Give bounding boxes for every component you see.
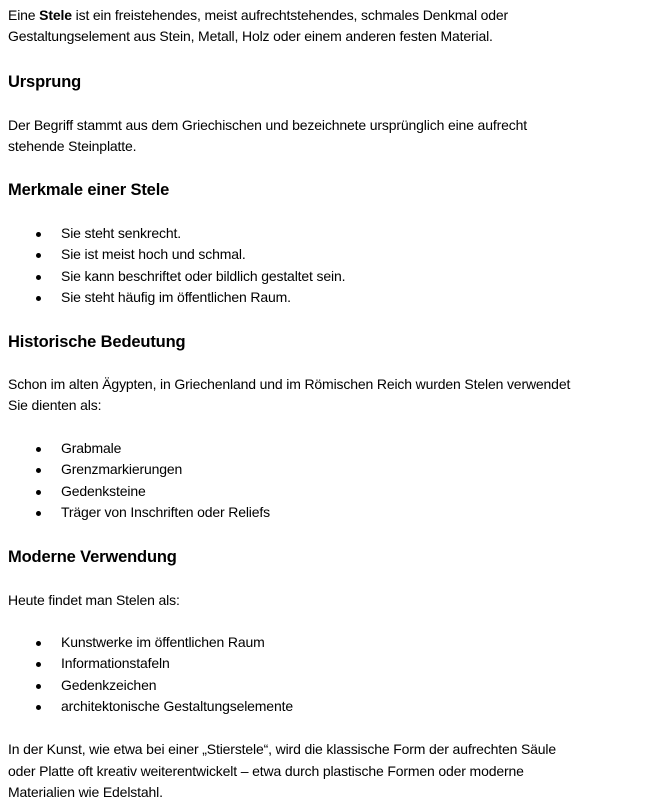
heading-modern: Moderne Verwendung [8, 548, 177, 566]
list-item: Sie steht senkrecht. [8, 223, 669, 244]
paragraph-line: Der Begriff stammt aus dem Griechischen und bezeichnete ursprünglich eine aufrecht [8, 117, 527, 133]
list-item: Sie ist meist hoch und schmal. [8, 244, 669, 265]
list-item: Sie steht häufig im öffentlichen Raum. [8, 287, 669, 308]
paragraph-line: Materialien wie Edelstahl. [8, 784, 163, 800]
paragraph-line: In der Kunst, wie etwa bei einer „Stierstele“, wird die klassische Form der aufrechten Säule [8, 741, 557, 757]
list-item: Gedenkzeichen [8, 675, 669, 696]
list-item: Grabmale [8, 438, 669, 459]
list-item: Informationstafeln [8, 653, 669, 674]
heading-merkmale: Merkmale einer Stele [8, 181, 170, 199]
historisch-paragraph [8, 374, 669, 416]
intro-text: Eine [8, 7, 40, 23]
intro-line: Gestaltungselement aus Stein, Metall, Holz oder einem anderen festen Material. [8, 28, 493, 44]
intro-text: ist ein freistehendes, meist aufrechtstehendes, schmales Denkmal oder [71, 7, 509, 23]
intro-bold-term: Stele [39, 7, 72, 23]
historisch-list [8, 438, 669, 523]
list-item: Kunstwerke im öffentlichen Raum [8, 632, 669, 653]
list-item: Gedenksteine [8, 481, 669, 502]
ursprung-paragraph [8, 115, 669, 157]
paragraph-line: oder Platte oft kreativ weiterentwickelt – etwa durch plastische Formen oder moderne [8, 762, 524, 779]
paragraph-line: Schon im alten Ägypten, in Griechenland und im Römischen Reich wurden Stelen verwendet [8, 376, 571, 392]
paragraph-line: Sie dienten als: [8, 397, 102, 413]
kunst-paragraph [8, 739, 669, 804]
intro-paragraph [8, 5, 669, 47]
list-item: architektonische Gestaltungselemente [8, 696, 669, 717]
merkmale-list [8, 223, 669, 308]
list-item: Grenzmarkierungen [8, 459, 669, 480]
modern-list [8, 632, 669, 717]
paragraph-line: stehende Steinplatte. [8, 138, 137, 154]
heading-ursprung: Ursprung [8, 73, 82, 91]
modern-intro: Heute findet man Stelen als: [8, 592, 180, 608]
list-item: Sie kann beschriftet oder bildlich gestaltet sein. [8, 266, 669, 287]
heading-historisch: Historische Bedeutung [8, 333, 186, 351]
list-item: Träger von Inschriften oder Reliefs [8, 502, 669, 523]
